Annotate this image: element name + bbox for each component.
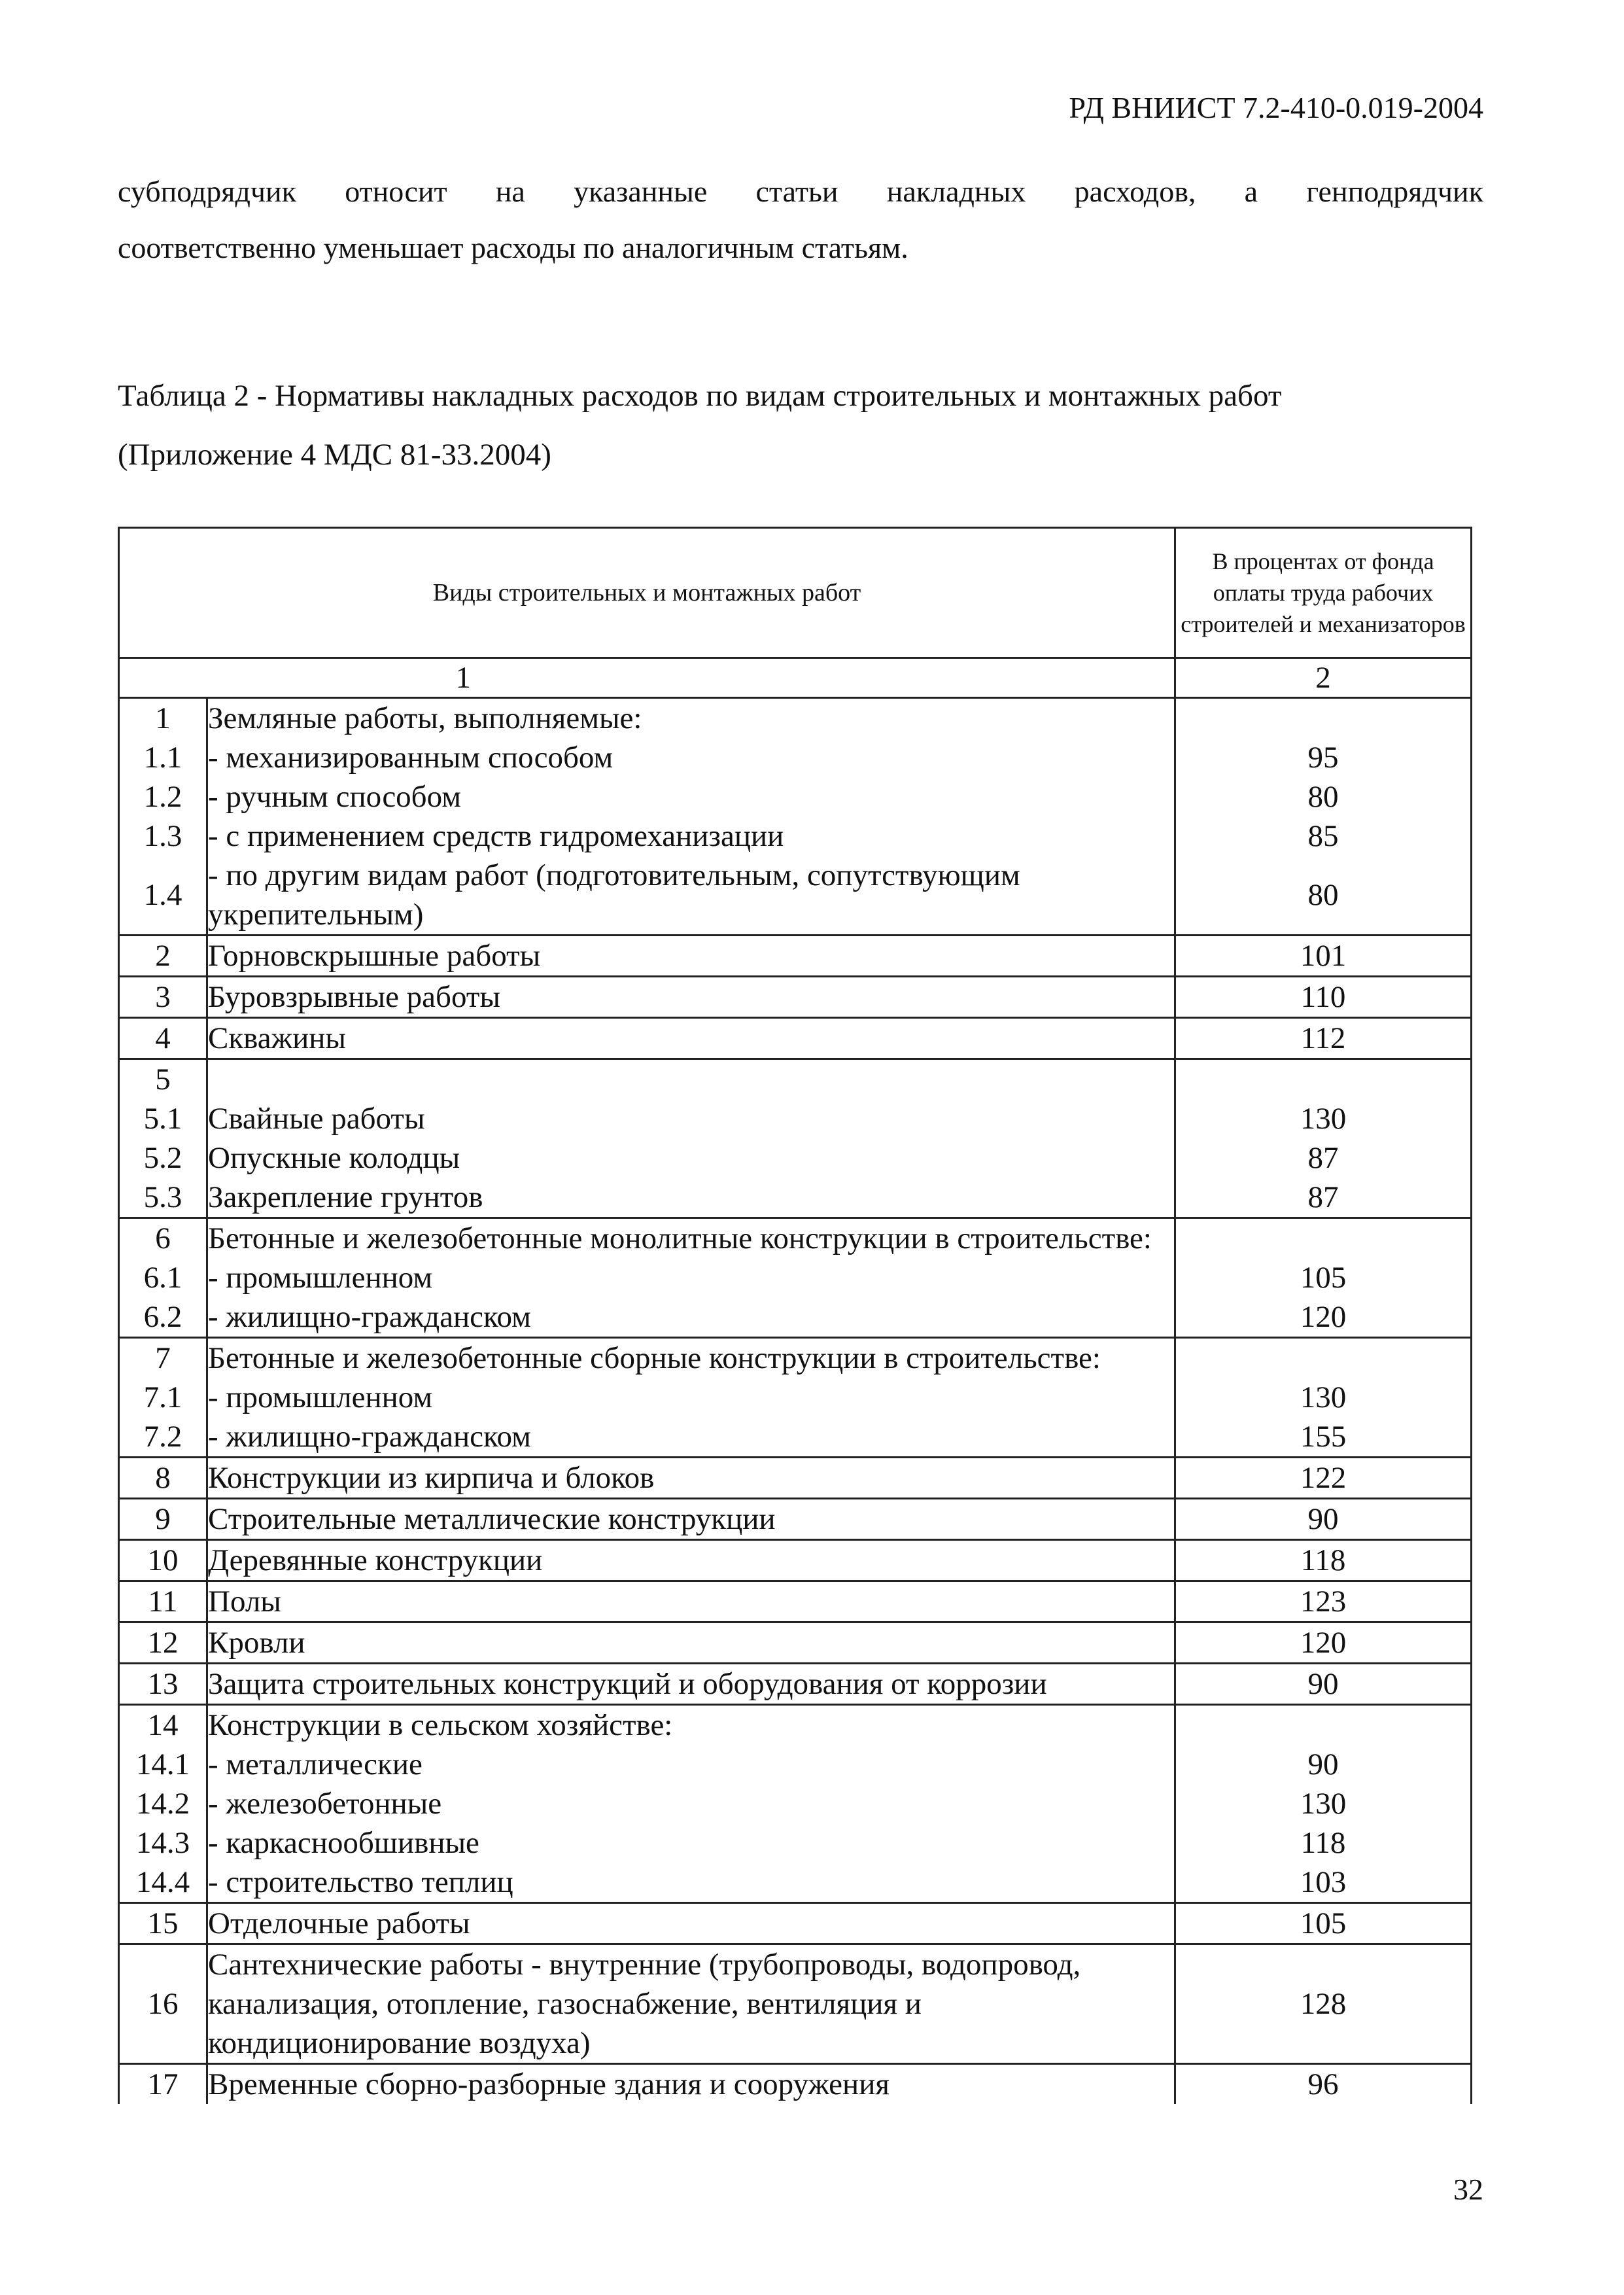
column-number-spacer bbox=[119, 658, 207, 698]
row-number: 5 bbox=[119, 1059, 207, 1100]
table-row bbox=[119, 1258, 1472, 1297]
row-work-type: - промышленном bbox=[207, 1378, 1175, 1417]
row-percent bbox=[1175, 1338, 1472, 1378]
row-number: 7.2 bbox=[119, 1417, 207, 1458]
row-percent bbox=[1175, 1705, 1472, 1745]
row-number: 13 bbox=[119, 1664, 207, 1705]
row-number: 6.1 bbox=[119, 1258, 207, 1297]
row-number: 1.4 bbox=[119, 856, 207, 936]
row-work-type: Буровзрывные работы bbox=[207, 977, 1175, 1018]
intro-word: а bbox=[1244, 175, 1258, 208]
row-percent: 130 bbox=[1175, 1784, 1472, 1823]
row-work-type: Кровли bbox=[207, 1622, 1175, 1664]
row-percent: 155 bbox=[1175, 1417, 1472, 1458]
row-percent: 101 bbox=[1175, 936, 1472, 977]
table-row bbox=[119, 1745, 1472, 1784]
row-number: 14.3 bbox=[119, 1823, 207, 1863]
row-number: 1.1 bbox=[119, 738, 207, 777]
table-row bbox=[119, 777, 1472, 816]
row-work-type: Конструкции из кирпича и блоков bbox=[207, 1458, 1175, 1499]
row-percent: 118 bbox=[1175, 1540, 1472, 1581]
row-percent: 120 bbox=[1175, 1297, 1472, 1338]
row-number: 5.2 bbox=[119, 1138, 207, 1178]
table-row bbox=[119, 1099, 1472, 1138]
row-work-type: Полы bbox=[207, 1581, 1175, 1622]
document-code: РД ВНИИСТ 7.2-410-0.019-2004 bbox=[1069, 91, 1483, 124]
table-row bbox=[119, 1178, 1472, 1218]
row-percent: 87 bbox=[1175, 1138, 1472, 1178]
row-number: 7.1 bbox=[119, 1378, 207, 1417]
intro-word: генподрядчик bbox=[1306, 175, 1483, 208]
row-percent: 90 bbox=[1175, 1745, 1472, 1784]
row-percent: 105 bbox=[1175, 1258, 1472, 1297]
row-percent: 87 bbox=[1175, 1178, 1472, 1218]
row-percent: 85 bbox=[1175, 816, 1472, 856]
row-work-type: Бетонные и железобетонные сборные конструкции в строительстве: bbox=[207, 1338, 1175, 1378]
row-number: 5.1 bbox=[119, 1099, 207, 1138]
row-percent: 130 bbox=[1175, 1099, 1472, 1138]
table-row bbox=[119, 2064, 1472, 2105]
row-work-type: - механизированным способом bbox=[207, 738, 1175, 777]
table-row bbox=[119, 936, 1472, 977]
row-percent: 123 bbox=[1175, 1581, 1472, 1622]
table-header-row bbox=[119, 528, 1472, 658]
table-row bbox=[119, 1059, 1472, 1100]
row-number: 2 bbox=[119, 936, 207, 977]
row-work-type: Закрепление грунтов bbox=[207, 1178, 1175, 1218]
table-row bbox=[119, 1378, 1472, 1417]
row-percent: 118 bbox=[1175, 1823, 1472, 1863]
row-work-type: Опускные колодцы bbox=[207, 1138, 1175, 1178]
header-work-types: Виды строительных и монтажных работ bbox=[119, 528, 1175, 658]
row-number: 9 bbox=[119, 1499, 207, 1540]
table-caption-line-2: (Приложение 4 МДС 81-33.2004) bbox=[118, 438, 551, 472]
column-number-1: 1 bbox=[207, 658, 1175, 698]
intro-line-1 bbox=[118, 164, 1483, 220]
table-row bbox=[119, 1944, 1472, 2064]
row-number: 3 bbox=[119, 977, 207, 1018]
table-row bbox=[119, 1297, 1472, 1338]
row-work-type: - жилищно-гражданском bbox=[207, 1417, 1175, 1458]
row-number: 14.1 bbox=[119, 1745, 207, 1784]
row-work-type: Земляные работы, выполняемые: bbox=[207, 698, 1175, 739]
row-number: 14.2 bbox=[119, 1784, 207, 1823]
row-percent: 90 bbox=[1175, 1499, 1472, 1540]
table-row bbox=[119, 1338, 1472, 1378]
row-number: 10 bbox=[119, 1540, 207, 1581]
table-row bbox=[119, 1458, 1472, 1499]
intro-word: накладных bbox=[886, 175, 1026, 208]
row-percent: 110 bbox=[1175, 977, 1472, 1018]
intro-word: субподрядчик bbox=[118, 175, 296, 208]
intro-paragraph bbox=[118, 164, 1483, 276]
column-number-2: 2 bbox=[1175, 658, 1472, 698]
row-work-type: Бетонные и железобетонные монолитные конструкции в строительстве: bbox=[207, 1218, 1175, 1259]
row-work-type: Свайные работы bbox=[207, 1099, 1175, 1138]
row-percent: 122 bbox=[1175, 1458, 1472, 1499]
table-row bbox=[119, 977, 1472, 1018]
row-number: 14 bbox=[119, 1705, 207, 1745]
row-work-type bbox=[207, 1059, 1175, 1100]
row-number: 16 bbox=[119, 1944, 207, 2064]
row-percent bbox=[1175, 698, 1472, 739]
table-row bbox=[119, 1138, 1472, 1178]
row-percent: 90 bbox=[1175, 1664, 1472, 1705]
row-number: 14.4 bbox=[119, 1863, 207, 1903]
intro-word: на bbox=[495, 175, 525, 208]
table-caption-line-1: Таблица 2 - Нормативы накладных расходов по видам строительных и монтажных работ bbox=[118, 379, 1282, 413]
table-row bbox=[119, 1018, 1472, 1059]
row-percent: 120 bbox=[1175, 1622, 1472, 1664]
row-percent: 130 bbox=[1175, 1378, 1472, 1417]
row-work-type: Скважины bbox=[207, 1018, 1175, 1059]
row-work-type: - строительство теплиц bbox=[207, 1863, 1175, 1903]
row-work-type: Конструкции в сельском хозяйстве: bbox=[207, 1705, 1175, 1745]
table-row bbox=[119, 1417, 1472, 1458]
page-number: 32 bbox=[1453, 2173, 1483, 2206]
table-row bbox=[119, 1664, 1472, 1705]
row-number: 1.2 bbox=[119, 777, 207, 816]
row-number: 12 bbox=[119, 1622, 207, 1664]
row-work-type: - ручным способом bbox=[207, 777, 1175, 816]
table-caption bbox=[118, 366, 1483, 484]
intro-word: статьи bbox=[755, 175, 838, 208]
table-row bbox=[119, 738, 1472, 777]
table-row bbox=[119, 816, 1472, 856]
row-work-type: Строительные металлические конструкции bbox=[207, 1499, 1175, 1540]
row-work-type: Защита строительных конструкций и оборудования от коррозии bbox=[207, 1664, 1175, 1705]
row-number: 6 bbox=[119, 1218, 207, 1259]
table-row bbox=[119, 1823, 1472, 1863]
row-work-type: Горновскрышные работы bbox=[207, 936, 1175, 977]
row-work-type: Отделочные работы bbox=[207, 1903, 1175, 1944]
table-row bbox=[119, 1540, 1472, 1581]
row-work-type: - каркаснообшивные bbox=[207, 1823, 1175, 1863]
row-percent: 103 bbox=[1175, 1863, 1472, 1903]
row-work-type: - жилищно-гражданском bbox=[207, 1297, 1175, 1338]
table-row bbox=[119, 1581, 1472, 1622]
row-number: 11 bbox=[119, 1581, 207, 1622]
row-work-type: - металлические bbox=[207, 1745, 1175, 1784]
row-percent bbox=[1175, 1218, 1472, 1259]
table-row bbox=[119, 1705, 1472, 1745]
table-row bbox=[119, 698, 1472, 739]
row-percent bbox=[1175, 1059, 1472, 1100]
table-row bbox=[119, 1622, 1472, 1664]
row-percent: 105 bbox=[1175, 1903, 1472, 1944]
intro-word: расходов, bbox=[1074, 175, 1196, 208]
header-percent: В процентах от фонда оплаты труда рабочих строителей и механизаторов bbox=[1175, 528, 1472, 658]
intro-word: относит bbox=[345, 175, 447, 208]
intro-line-2: соответственно уменьшает расходы по аналогичным статьям. bbox=[118, 231, 908, 264]
table-row bbox=[119, 1784, 1472, 1823]
row-number: 17 bbox=[119, 2064, 207, 2105]
row-percent: 95 bbox=[1175, 738, 1472, 777]
row-percent: 128 bbox=[1175, 1944, 1472, 2064]
row-work-type: - с применением средств гидромеханизации bbox=[207, 816, 1175, 856]
row-number: 1.3 bbox=[119, 816, 207, 856]
row-number: 15 bbox=[119, 1903, 207, 1944]
overhead-norms-table bbox=[118, 527, 1472, 2104]
table-row bbox=[119, 1903, 1472, 1944]
row-work-type: - железобетонные bbox=[207, 1784, 1175, 1823]
row-percent: 80 bbox=[1175, 856, 1472, 936]
row-number: 1 bbox=[119, 698, 207, 739]
row-work-type: Деревянные конструкции bbox=[207, 1540, 1175, 1581]
row-number: 7 bbox=[119, 1338, 207, 1378]
row-number: 5.3 bbox=[119, 1178, 207, 1218]
row-percent: 112 bbox=[1175, 1018, 1472, 1059]
row-number: 4 bbox=[119, 1018, 207, 1059]
row-number: 8 bbox=[119, 1458, 207, 1499]
table-row bbox=[119, 1499, 1472, 1540]
row-work-type: Временные сборно-разборные здания и сооружения bbox=[207, 2064, 1175, 2105]
column-numbers-row bbox=[119, 658, 1472, 698]
row-work-type: Сантехнические работы - внутренние (трубопроводы, водопровод, канализация, отопление, газоснабжение, вентиляция и кондиционирование воздуха) bbox=[207, 1944, 1175, 2064]
table-row bbox=[119, 1863, 1472, 1903]
row-work-type: - промышленном bbox=[207, 1258, 1175, 1297]
row-percent: 80 bbox=[1175, 777, 1472, 816]
table-row bbox=[119, 1218, 1472, 1259]
row-percent: 96 bbox=[1175, 2064, 1472, 2105]
intro-word: указанные bbox=[574, 175, 708, 208]
table-row bbox=[119, 856, 1472, 936]
row-number: 6.2 bbox=[119, 1297, 207, 1338]
row-work-type: - по другим видам работ (подготовительным, сопутствующим укрепительным) bbox=[207, 856, 1175, 936]
